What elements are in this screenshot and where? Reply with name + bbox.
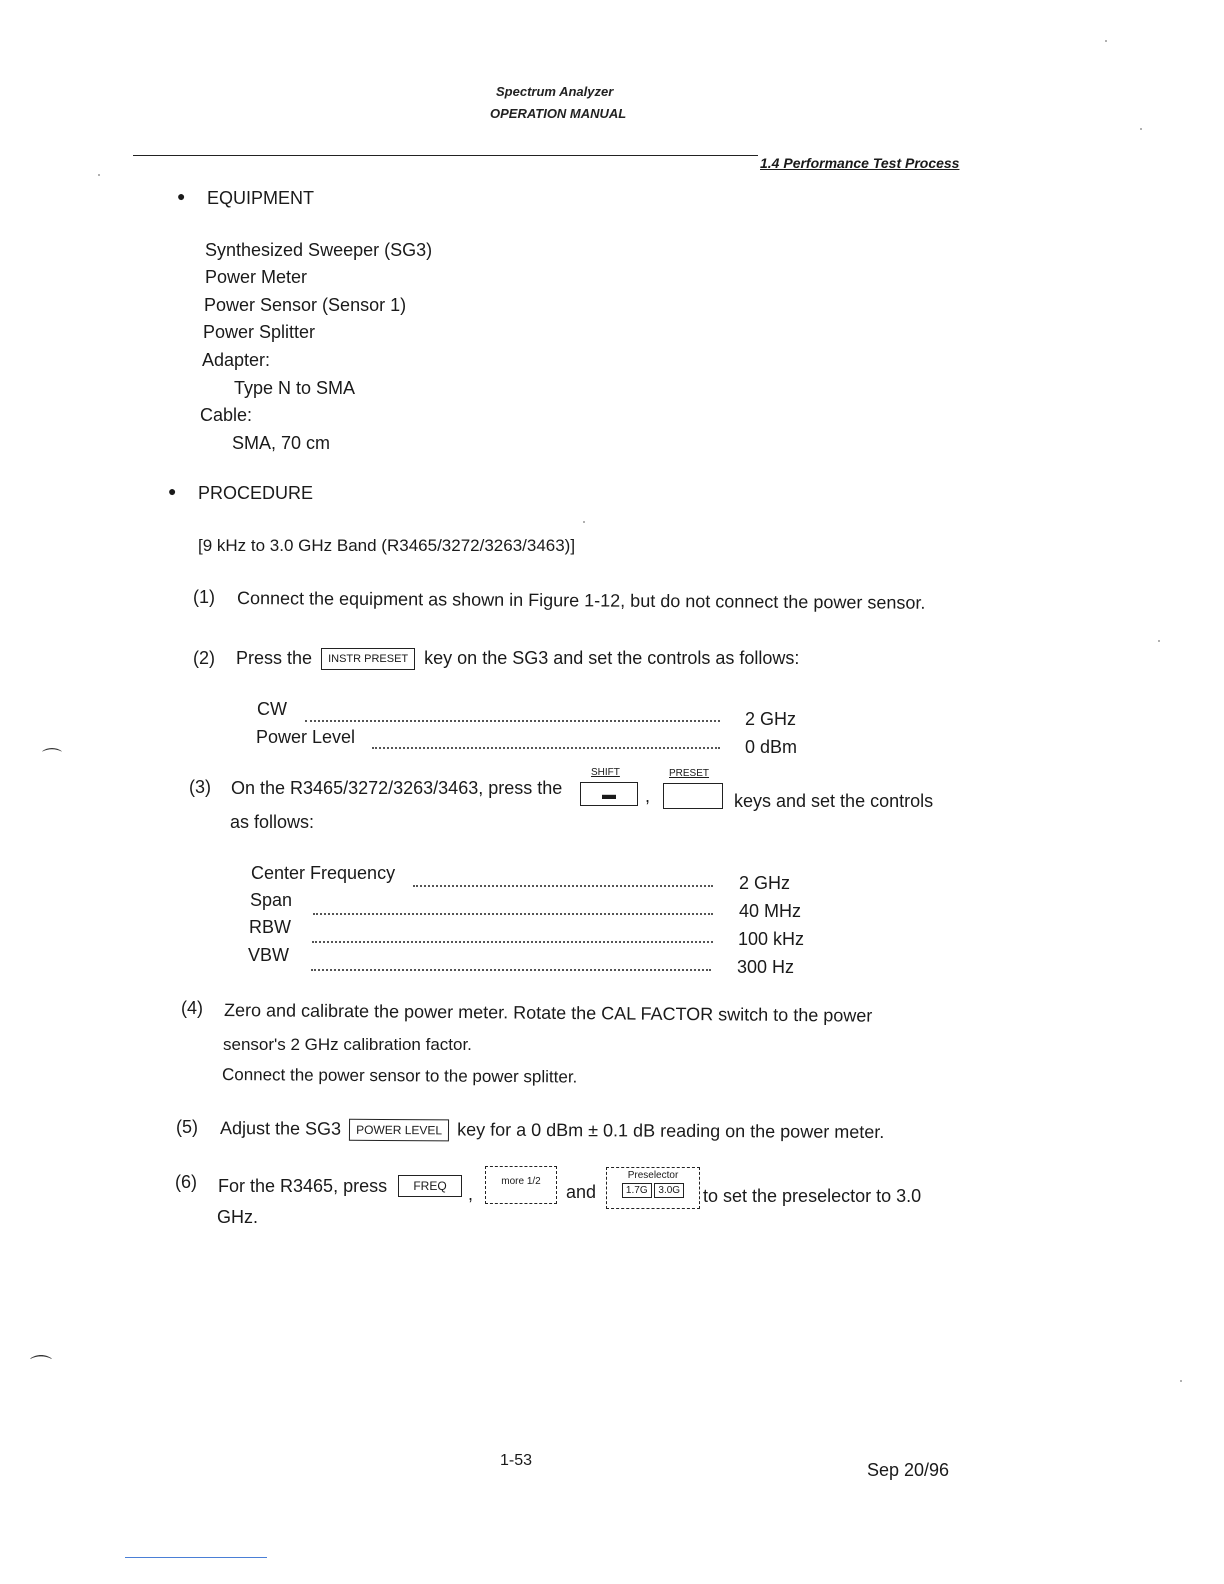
procedure-heading: PROCEDURE — [198, 483, 314, 503]
leader-dots — [372, 747, 720, 749]
bullet-icon: ● — [168, 483, 177, 499]
step-text-pre: On the R3465/3272/3263/3463, press the — [231, 778, 563, 798]
preselector-title: Preselector — [627, 1170, 679, 1181]
footer-line — [125, 1557, 267, 1558]
equipment-item: Synthesized Sweeper (SG3) — [205, 240, 433, 260]
band-heading: [9 kHz to 3.0 GHz Band (R3465/3272/3263/3463)] — [198, 536, 576, 555]
leader-dots — [413, 885, 713, 887]
section-title: 1.4 Performance Test Process — [760, 155, 960, 171]
leader-dots — [313, 913, 713, 915]
setting-label: Span — [250, 890, 293, 910]
step-text-cont: as follows: — [230, 812, 315, 832]
step-text-post: key on the SG3 and set the controls as follows: — [424, 648, 800, 668]
step-number: (5) — [176, 1117, 198, 1137]
preselector-option: 3.0G — [654, 1183, 684, 1198]
equipment-item: SMA, 70 cm — [232, 433, 331, 453]
setting-value: 300 Hz — [737, 957, 795, 977]
equipment-item: Adapter: — [202, 350, 271, 370]
step-text — [236, 648, 799, 670]
key-separator: , — [645, 786, 651, 806]
setting-label: Center Frequency — [251, 863, 396, 883]
leader-dots — [305, 720, 720, 722]
equipment-item: Cable: — [200, 405, 253, 425]
scan-speck — [98, 174, 100, 176]
bullet-icon: ● — [177, 188, 186, 204]
shift-key: ▬ — [580, 782, 638, 806]
scan-speck — [1180, 1380, 1182, 1382]
step-text-cont: GHz. — [217, 1207, 259, 1227]
equipment-item: Type N to SMA — [234, 378, 356, 398]
setting-label: CW — [257, 699, 287, 719]
step-text: Connect the power sensor to the power splitter. — [221, 1065, 578, 1087]
preset-key — [663, 783, 723, 809]
equipment-item: Power Meter — [205, 267, 308, 287]
instr-preset-key: INSTR PRESET — [321, 648, 415, 670]
step-text-pre: For the R3465, press — [218, 1176, 388, 1196]
step-text: Connect the equipment as shown in Figure 1-12, but do not connect the power sensor. — [236, 588, 926, 613]
scan-mark-icon: ⌒ — [30, 1354, 53, 1379]
setting-value: 0 dBm — [745, 737, 798, 757]
step-number: (2) — [193, 648, 215, 668]
equipment-item: Power Sensor (Sensor 1) — [204, 295, 407, 315]
power-level-key: POWER LEVEL — [349, 1119, 449, 1142]
header-rule — [133, 155, 758, 156]
shift-key-label: SHIFT — [591, 767, 620, 778]
step-text-pre: Adjust the SG3 — [219, 1118, 342, 1139]
key-separator: , — [468, 1184, 474, 1204]
preselector-softkey — [606, 1167, 700, 1209]
preset-key-label: PRESET — [669, 768, 710, 779]
manual-title: Spectrum Analyzer — [496, 84, 614, 99]
page-number: 1-53 — [500, 1452, 533, 1469]
preselector-option: 1.7G — [622, 1183, 652, 1198]
revision-date: Sep 20/96 — [867, 1460, 950, 1480]
step-text: Zero and calibrate the power meter. Rotate the CAL FACTOR switch to the power — [223, 1000, 873, 1026]
scan-speck — [1140, 128, 1142, 130]
step-number: (3) — [189, 777, 211, 797]
step-text-post: to set the preselector to 3.0 — [703, 1186, 922, 1206]
step-text-pre: Press the — [236, 648, 313, 668]
step-text-post: keys and set the controls — [734, 791, 934, 811]
step-text — [220, 1118, 884, 1144]
step-number: (4) — [181, 998, 203, 1018]
step-number: (1) — [193, 587, 215, 607]
setting-value: 2 GHz — [745, 709, 797, 729]
more-softkey: more 1/2 — [485, 1166, 557, 1204]
freq-key: FREQ — [398, 1175, 462, 1197]
step-text: sensor's 2 GHz calibration factor. — [223, 1035, 472, 1054]
manual-subtitle: OPERATION MANUAL — [490, 106, 627, 121]
equipment-heading: EQUIPMENT — [207, 188, 315, 208]
setting-label: Power Level — [256, 727, 356, 747]
step-text-post: key for a 0 dBm ± 0.1 dB reading on the power meter. — [457, 1119, 885, 1143]
setting-value: 2 GHz — [739, 873, 791, 893]
leader-dots — [311, 969, 711, 971]
setting-value: 40 MHz — [739, 901, 802, 921]
scan-mark-icon: ⌒ — [42, 748, 62, 770]
setting-value: 100 kHz — [738, 929, 805, 949]
scan-speck — [1158, 640, 1160, 642]
scan-speck — [1105, 40, 1107, 42]
step-number: (6) — [175, 1172, 197, 1192]
equipment-item: Power Splitter — [203, 322, 316, 342]
leader-dots — [312, 941, 713, 943]
step-and: and — [566, 1182, 597, 1202]
setting-label: VBW — [248, 945, 290, 965]
scan-speck — [583, 521, 585, 523]
setting-label: RBW — [249, 917, 291, 937]
